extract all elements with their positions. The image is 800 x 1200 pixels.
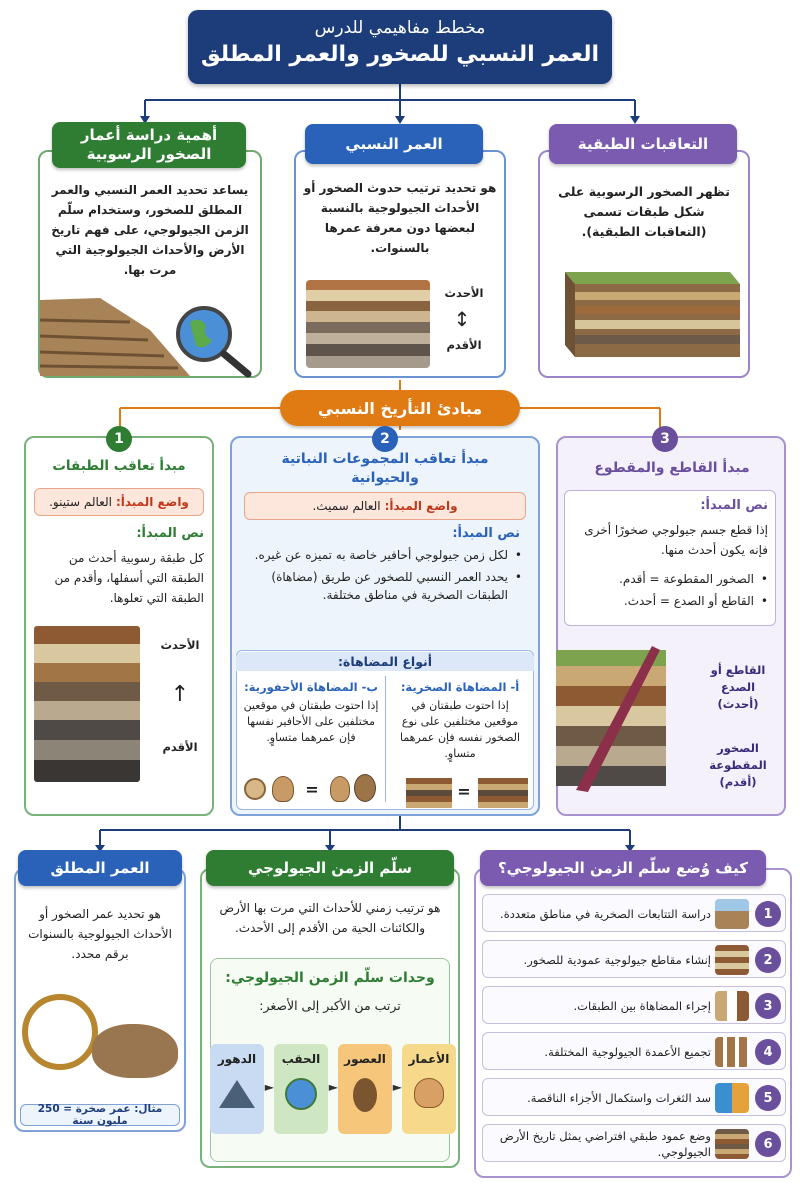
principle2-number: 2 — [372, 426, 398, 452]
rock-correlation-title: أ- المضاهاة الصخرية: — [400, 680, 520, 694]
stratification-text: تظهر الصخور الرسوبية على شكل طبقات تسمى (التعاقبات الطبقية). — [558, 184, 730, 239]
principle3-title: مبدأ القاطع والمقطوع — [594, 460, 750, 476]
strata-block-illustration — [545, 262, 743, 362]
principle2-bullet: • يحدد العمر النسبي للصخور عن طريق (مضاهاة) الطبقات الصخرية في مناطق مختلفة. — [244, 568, 522, 604]
step-text: وضع عمود طبقي افتراضي يمثل تاريخ الأرض الجيولوجي. — [499, 1129, 711, 1159]
principle1-text: كل طبقة رسوبية أحدث من الطبقة التي أسفلها، وأقدم من الطبقة التي تعلوها. — [54, 551, 204, 605]
principle2-founder-name: العالم سميث. — [312, 499, 381, 513]
principle3-bullets — [572, 568, 768, 612]
importance-text: يساعد تحديد العمر النسبي والعمر المطلق للصخور، وستخدام سلّم الزمن الجيولوجي، على فهم تاريخ الأرض والأحداث الجيولوجية التي مرت بها. — [51, 183, 249, 277]
step-number: 4 — [755, 1039, 781, 1065]
principle1-older-label: الأقدم — [162, 740, 198, 754]
step-text: دراسة التتابعات الصخرية في مناطق متعددة. — [500, 907, 711, 921]
fossil-equals: = — [305, 780, 319, 799]
principle1-founder-name: العالم ستينو. — [49, 495, 112, 509]
step-item — [482, 986, 786, 1024]
shell-fossil-icon — [272, 776, 294, 802]
rock-icon — [92, 1024, 178, 1078]
ammonite-fossil-icon — [244, 778, 266, 800]
unit-eras-label: الحقب — [281, 1052, 321, 1066]
principle3-bullet: • القاطع أو الصدع = أحدث. — [572, 590, 768, 612]
principle1-newer-label: الأحدث — [160, 638, 200, 652]
arrow-icon: ► — [392, 1080, 402, 1094]
trilobite-fossil-icon — [354, 774, 376, 802]
step-item — [482, 940, 786, 978]
relative-age-text: هو تحديد ترتيب حدوث الصخور أو الأحداث الجيولوجية بالنسبة لبعضها دون معرفة عمرها بالسنوات. — [303, 181, 497, 255]
principle2-title: مبدأ تعاقب المجموعات النباتية والحيوانية — [281, 451, 489, 486]
relative-age-strata — [306, 280, 430, 368]
absolute-age-text: هو تحديد عمر الصخور أو الأحداث الجيولوجية بالسنوات برقم محدد. — [28, 907, 172, 961]
rock-column-icon — [715, 945, 749, 975]
principle1-strata — [34, 626, 140, 782]
time-scale-text: هو ترتيب زمني للأحداث التي مرت بها الأرض والكائنات الحية من الأقدم إلى الأحدث. — [219, 901, 441, 935]
title-line1: مخطط مفاهيمي للدرس — [314, 18, 486, 38]
time-scale-header: سلّم الزمن الجيولوجي — [206, 850, 454, 886]
absolute-age-example: مثال: عمر صخرة = 250 مليون سنة — [20, 1104, 180, 1126]
stopwatch-icon — [22, 994, 98, 1070]
correlation-icon — [715, 991, 749, 1021]
landscape-icon — [715, 899, 749, 929]
fossil-correlation-text: إذا احتوت طبقتان في موقعين مختلفين على الأحافير نفسها فإن عمرهما متساوٍ. — [243, 699, 379, 744]
principles-header: مبادئ التأريخ النسبي — [280, 390, 520, 426]
crosscutting-illustration — [556, 642, 666, 792]
step-number: 5 — [755, 1085, 781, 1111]
rock-correlation-text: إذا احتوت طبقتان في موقعين مختلفين على نوع الصخور نفسه فإن عمرهما متساوٍ. — [399, 699, 521, 760]
units-subtitle: ترتب من الأكبر إلى الأصغر: — [259, 998, 401, 1013]
step-text: تجميع الأعمدة الجيولوجية المختلفة. — [544, 1045, 711, 1059]
mountain-icon — [219, 1080, 255, 1108]
cut-rocks-label: الصخور المقطوعة (أقدم) — [709, 741, 767, 789]
unit-periods — [338, 1044, 392, 1134]
step-text: سد الثغرات واستكمال الأجزاء الناقصة. — [527, 1091, 711, 1105]
step-number: 2 — [755, 947, 781, 973]
relative-older-label: الأقدم — [446, 338, 482, 352]
principle1-founder-label: واضع المبدأ: — [115, 495, 189, 509]
principle1-founder — [34, 488, 204, 516]
principle1-title: مبدأ تعاقب الطبقات — [52, 458, 186, 474]
how-built-header: كيف وُضع سلّم الزمن الجيولوجي؟ — [480, 850, 766, 886]
up-arrow-icon: ↑ — [170, 682, 190, 707]
rock-sample-left — [406, 778, 452, 808]
rock-sample-right — [478, 778, 528, 808]
rock-equals: = — [457, 782, 471, 801]
principle3-number: 3 — [652, 426, 678, 452]
arrow-icon: ► — [328, 1080, 338, 1094]
principle2-founder-label: واضع المبدأ: — [384, 499, 458, 513]
strata-column-icon — [715, 1129, 749, 1159]
step-text: إنشاء مقاطع جيولوجية عمودية للصخور. — [523, 953, 711, 967]
correlation-types-title: أنواع المضاهاة: — [236, 652, 534, 671]
step-number: 3 — [755, 993, 781, 1019]
globe-magnifier-icon — [168, 300, 258, 380]
arrow-icon: ► — [264, 1080, 274, 1094]
principle2-founder — [244, 492, 526, 520]
principle3-bullet: • الصخور المقطوعة = أقدم. — [572, 568, 768, 590]
step-item — [482, 1078, 786, 1116]
fossil-correlation-title: ب- المضاهاة الأحفورية: — [244, 680, 378, 694]
step-item — [482, 1032, 786, 1070]
main-title — [188, 10, 612, 84]
principle2-bullets — [244, 546, 522, 604]
puzzle-icon — [715, 1083, 749, 1113]
step-item — [482, 1124, 786, 1162]
unit-ages — [402, 1044, 456, 1134]
principle3-text-label: نص المبدأ: — [700, 498, 768, 513]
principle2-text-label: نص المبدأ: — [452, 526, 520, 541]
unit-periods-label: العصور — [344, 1052, 386, 1066]
principle3-text: إذا قطع جسم جيولوجي صخورًا أخرى فإنه يكون أحدث منها. — [584, 523, 768, 557]
columns-icon — [715, 1037, 749, 1067]
absolute-age-header: العمر المطلق — [18, 850, 182, 886]
stratification-header: التعاقبات الطبقية — [549, 124, 737, 164]
step-item — [482, 894, 786, 932]
step-number: 1 — [755, 901, 781, 927]
unit-eras — [274, 1044, 328, 1134]
shell-icon — [414, 1078, 444, 1108]
correlation-divider — [385, 676, 386, 802]
trilobite-icon — [353, 1078, 377, 1112]
relative-age-header: العمر النسبي — [305, 124, 483, 164]
cutter-label: القاطع أو الصدع (أحدث) — [710, 663, 766, 711]
relative-newer-label: الأحدث — [444, 286, 484, 300]
unit-ages-label: الأعمار — [408, 1052, 450, 1066]
globe-icon — [285, 1078, 317, 1110]
shell-fossil-icon — [330, 776, 350, 802]
principle2-bullet: • لكل زمن جيولوجي أحافير خاصة به تميزه عن غيره. — [244, 546, 522, 564]
principle1-number: 1 — [106, 426, 132, 452]
importance-header: أهمية دراسة أعمار الصخور الرسوبية — [52, 122, 246, 168]
up-down-arrow-icon: ↕ — [453, 307, 471, 331]
units-title: وحدات سلّم الزمن الجيولوجي: — [225, 970, 435, 986]
principle1-text-label: نص المبدأ: — [136, 526, 204, 541]
step-number: 6 — [755, 1131, 781, 1157]
unit-eons — [210, 1044, 264, 1134]
unit-eons-label: الدهور — [217, 1052, 257, 1066]
title-line2: العمر النسبي للصخور والعمر المطلق — [200, 42, 600, 67]
step-text: إجراء المضاهاة بين الطبقات. — [573, 999, 711, 1013]
